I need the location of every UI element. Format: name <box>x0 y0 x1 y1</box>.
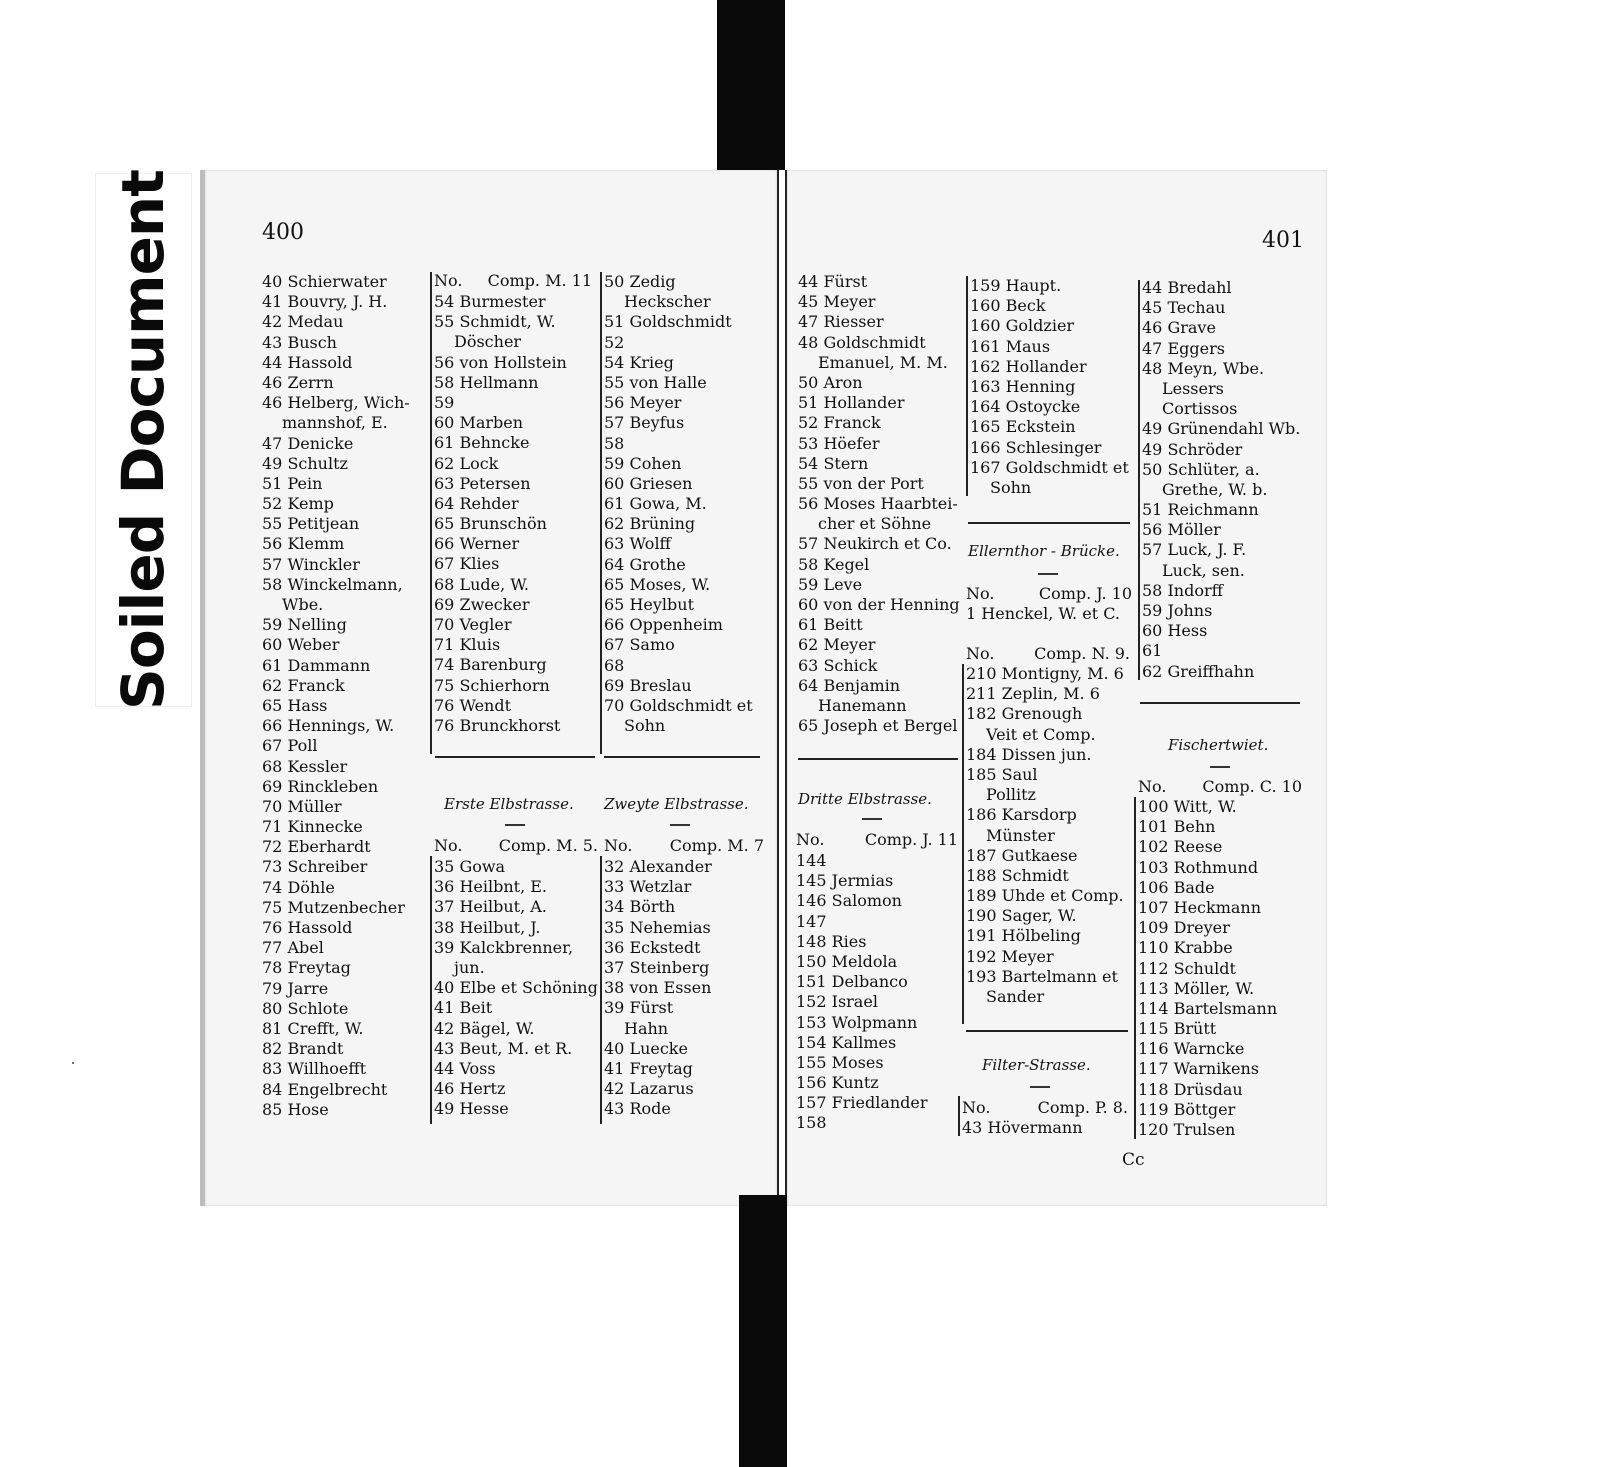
entry-line: Wbe. <box>282 595 324 614</box>
entry-line: 33 Wetzlar <box>604 877 692 897</box>
entry-line: 60 von der Henning <box>798 595 960 614</box>
entry-line: 51 Reichmann <box>1142 500 1259 520</box>
entry-line: 109 Dreyer <box>1138 918 1230 938</box>
entry-line: 66 Hennings, W. <box>262 716 395 736</box>
entry-line: 161 Maus <box>970 336 1051 356</box>
comp-label: Comp. M. 11 <box>487 271 592 290</box>
entry-line: 58 Hellmann <box>434 372 539 392</box>
entry-line: 43 Rode <box>604 1099 671 1119</box>
entry-line: 70 Vegler <box>434 615 512 634</box>
entry-line: 68 Lude, W. <box>434 574 529 594</box>
entry-line: 62 Brüning <box>604 514 696 534</box>
entry-line: 42 Bägel, W. <box>434 1018 535 1038</box>
entry-line: 65 Moses, W. <box>604 574 711 594</box>
entry-line: 66 Oppenheim <box>604 615 723 635</box>
entry-line: 49 Schröder <box>1142 439 1243 459</box>
entry-line: Heckscher <box>624 292 711 312</box>
entry-line: 57 Neukirch et Co. <box>798 534 952 554</box>
erste-header <box>434 836 598 855</box>
entry-line: 75 Mutzenbecher <box>262 897 405 917</box>
entry-line: 68 <box>604 655 625 675</box>
entry-line: mannshof, E. <box>282 413 388 433</box>
entry-line: 51 Hollander <box>798 393 905 413</box>
comp-label: Comp. M. 5. <box>498 836 598 855</box>
entry-line: 65 Heylbut <box>604 595 694 614</box>
entry-line: 117 Warnikens <box>1138 1059 1259 1079</box>
entry-line: Cortissos <box>1162 399 1238 419</box>
entry-line: 60 Griesen <box>604 473 693 493</box>
entry-line: 45 Meyer <box>798 292 876 312</box>
entry-line: 40 Luecke <box>604 1038 688 1058</box>
comp-label: Comp. N. 9. <box>1034 644 1130 663</box>
entry-line: 63 Petersen <box>434 473 531 493</box>
entry-line: 78 Freytag <box>262 958 351 978</box>
entry-line: 62 Greiffhahn <box>1142 661 1255 681</box>
column-rule <box>966 276 968 496</box>
entry-line: 64 Grothe <box>604 554 686 574</box>
erste-list <box>434 857 598 1119</box>
entry-line: 1 Henckel, W. et C. <box>966 604 1120 623</box>
entry-line: 103 Rothmund <box>1138 857 1259 877</box>
entry-line: 55 von der Port <box>798 473 924 493</box>
entry-line: 112 Schuldt <box>1138 958 1236 978</box>
comp-label: Comp. J. 10 <box>1038 584 1132 603</box>
entry-line: 60 Marben <box>434 413 524 433</box>
entry-line: 68 Kessler <box>262 756 348 776</box>
entry-line: 41 Freytag <box>604 1058 693 1078</box>
entry-line: 190 Sager, W. <box>966 906 1077 926</box>
entry-line: 63 Schick <box>798 655 878 675</box>
no-label: No. <box>434 271 463 290</box>
label-text: Soiled Document <box>109 170 177 710</box>
entry-line: 52 Franck <box>798 413 881 433</box>
left-col1-list <box>262 272 410 1120</box>
speck <box>72 1062 74 1064</box>
entry-line: Sohn <box>624 716 666 736</box>
no-label: No. <box>966 584 995 603</box>
entry-line: 38 Heilbut, J. <box>434 917 541 937</box>
entry-line: 76 Wendt <box>434 695 512 715</box>
fischertwiet-header <box>1138 777 1302 796</box>
section-rule <box>968 522 1130 524</box>
entry-line: 193 Bartelmann et <box>966 966 1118 986</box>
entry-line: 150 Meldola <box>796 951 898 971</box>
entry-line: 56 Meyer <box>604 393 682 413</box>
entry-line: 53 Höefer <box>798 433 880 453</box>
entry-line: 37 Steinberg <box>604 957 710 977</box>
entry-line: 36 Heilbnt, E. <box>434 877 548 897</box>
entry-line: 60 Hess <box>1142 621 1208 641</box>
ellernthor-list-2 <box>966 664 1124 1007</box>
entry-line: 65 Hass <box>262 695 328 715</box>
entry-line: Sander <box>986 987 1045 1006</box>
entry-line: 35 Nehemias <box>604 917 711 937</box>
entry-line: Veit et Comp. <box>986 724 1096 744</box>
entry-line: 56 Klemm <box>262 534 345 554</box>
entry-line: 189 Uhde et Comp. <box>966 886 1124 906</box>
filter-strasse-heading: Filter-Strasse. <box>982 1056 1091 1074</box>
entry-line: 118 Drüsdau <box>1138 1079 1243 1099</box>
entry-line: 146 Salomon <box>796 891 902 911</box>
entry-line: 44 Fürst <box>798 272 868 291</box>
entry-line: 36 Eckstedt <box>604 937 701 957</box>
entry-line: 152 Israel <box>796 992 878 1012</box>
section-rule <box>604 756 760 758</box>
entry-line: 72 Eberhardt <box>262 837 371 857</box>
right-col3-list <box>1142 278 1300 682</box>
entry-line: Pollitz <box>986 785 1036 805</box>
entry-line: 58 Kegel <box>798 554 870 574</box>
section-rule <box>966 1030 1128 1032</box>
entry-line: 61 Gowa, M. <box>604 494 707 514</box>
entry-line: 55 von Halle <box>604 372 707 392</box>
entry-line: 153 Wolpmann <box>796 1012 918 1032</box>
entry-line: 59 Leve <box>798 574 863 594</box>
entry-line: 49 Schultz <box>262 453 348 473</box>
entry-line: 49 Hesse <box>434 1099 509 1119</box>
binding-gutter-bottom <box>739 1195 787 1467</box>
entry-line: 64 Benjamin <box>798 675 901 695</box>
entry-line: 160 Beck <box>970 296 1046 316</box>
entry-line: 66 Werner <box>434 534 520 554</box>
left-col2-header <box>434 271 594 290</box>
entry-line: 44 Hassold <box>262 352 353 372</box>
entry-line: 39 Fürst <box>604 998 674 1018</box>
entry-line: 48 Meyn, Wbe. <box>1142 358 1265 378</box>
entry-line: 61 Behncke <box>434 433 530 453</box>
entry-line: 182 Grenough <box>966 704 1083 724</box>
entry-line: 77 Abel <box>262 938 324 958</box>
entry-line: 34 Börth <box>604 897 676 917</box>
zweyte-header <box>604 836 764 855</box>
entry-line: cher et Söhne <box>818 514 932 534</box>
entry-line: 107 Heckmann <box>1138 897 1262 917</box>
entry-line: 210 Montigny, M. 6 <box>966 664 1124 683</box>
column-rule <box>430 856 432 1124</box>
entry-line: 76 Hassold <box>262 918 353 937</box>
entry-line: 120 Trulsen <box>1138 1120 1236 1139</box>
entry-line: 56 Möller <box>1142 520 1221 540</box>
entry-line: 145 Jermias <box>796 871 894 891</box>
entry-line: 70 Müller <box>262 796 342 816</box>
dritte-elbstrasse-heading: Dritte Elbstrasse. <box>798 790 932 808</box>
no-label: No. <box>796 830 825 849</box>
no-label: No. <box>604 836 633 855</box>
entry-line: 192 Meyer <box>966 946 1054 966</box>
no-label: No. <box>434 836 463 855</box>
entry-line: 59 Nelling <box>262 615 347 635</box>
heading-dash <box>862 818 882 820</box>
entry-line: 63 Wolff <box>604 534 671 554</box>
right-col2-list <box>970 276 1129 498</box>
entry-line: 71 Kluis <box>434 635 501 655</box>
entry-line: 42 Medau <box>262 312 344 332</box>
no-label: No. <box>1138 777 1167 796</box>
column-rule <box>430 272 432 754</box>
entry-line: 58 Indorff <box>1142 580 1223 600</box>
entry-line: 187 Gutkaese <box>966 845 1078 865</box>
entry-line: 162 Hollander <box>970 356 1087 376</box>
filter-list <box>962 1118 1083 1138</box>
zweyte-list <box>604 857 712 1119</box>
column-rule <box>958 1096 960 1136</box>
entry-line: 40 Schierwater <box>262 272 387 291</box>
comp-label: Comp. P. 8. <box>1037 1098 1128 1117</box>
entry-line: 151 Delbanco <box>796 972 908 992</box>
entry-line: 61 Beitt <box>798 615 863 635</box>
entry-line: 46 Zerrn <box>262 372 334 392</box>
entry-line: 110 Krabbe <box>1138 938 1233 958</box>
entry-line: 43 Hövermann <box>962 1118 1083 1137</box>
entry-line: 211 Zeplin, M. 6 <box>966 684 1100 704</box>
erste-elbstrasse-heading: Erste Elbstrasse. <box>444 795 574 813</box>
zweyte-elbstrasse-heading: Zweyte Elbstrasse. <box>604 795 749 813</box>
entry-line: 44 Voss <box>434 1058 496 1078</box>
entry-line: 60 Weber <box>262 635 340 655</box>
entry-line: 154 Kallmes <box>796 1032 897 1052</box>
entry-line: 115 Brütt <box>1138 1019 1217 1039</box>
entry-line: 37 Heilbut, A. <box>434 897 547 917</box>
entry-line: 73 Schreiber <box>262 857 368 877</box>
no-label: No. <box>962 1098 991 1117</box>
page-number-left: 400 <box>262 220 304 245</box>
entry-line: 69 Breslau <box>604 675 692 695</box>
entry-line: 158 <box>796 1113 827 1133</box>
right-col1-list <box>798 272 960 736</box>
entry-line: 159 Haupt. <box>970 276 1062 295</box>
entry-line: 165 Eckstein <box>970 417 1076 437</box>
entry-line: 46 Hertz <box>434 1079 506 1099</box>
signature-mark: Cc <box>1122 1150 1145 1170</box>
entry-line: 56 Moses Haarbtei- <box>798 494 958 514</box>
entry-line: Hahn <box>624 1018 669 1038</box>
entry-line: 184 Dissen jun. <box>966 744 1092 764</box>
entry-line: 47 Riesser <box>798 312 884 332</box>
entry-line: 74 Döhle <box>262 877 335 897</box>
entry-line: 47 Eggers <box>1142 338 1225 358</box>
entry-line: 85 Hose <box>262 1099 329 1119</box>
entry-line: 186 Karsdorp <box>966 805 1077 825</box>
entry-line: 61 Dammann <box>262 655 371 675</box>
entry-line: 59 Johns <box>1142 601 1213 620</box>
entry-line: 52 Kemp <box>262 494 334 514</box>
entry-line: 46 Grave <box>1142 318 1216 338</box>
entry-line: 113 Möller, W. <box>1138 978 1255 998</box>
entry-line: 50 Schlüter, a. <box>1142 459 1260 479</box>
entry-line: 32 Alexander <box>604 857 712 876</box>
heading-dash <box>1210 766 1230 768</box>
entry-line: 38 von Essen <box>604 978 712 998</box>
entry-line: 76 Brunckhorst <box>434 715 561 735</box>
heading-dash <box>505 824 525 826</box>
dritte-list <box>796 851 928 1134</box>
entry-line: 61 <box>1142 641 1163 661</box>
entry-line: 39 Kalckbrenner, <box>434 937 574 957</box>
entry-line: 57 Winckler <box>262 554 360 574</box>
entry-line: 58 <box>604 433 625 453</box>
entry-line: 46 Helberg, Wich- <box>262 393 410 413</box>
column-rule <box>600 272 602 754</box>
heading-dash <box>670 824 690 826</box>
section-rule <box>435 756 595 758</box>
entry-line: 55 Petitjean <box>262 514 360 534</box>
ellernthor-header-1 <box>966 584 1132 603</box>
column-rule <box>962 664 964 1024</box>
entry-line: 57 Beyfus <box>604 413 685 433</box>
entry-line: 65 Joseph et Bergel <box>798 716 958 736</box>
entry-line: 43 Busch <box>262 332 337 352</box>
filter-header <box>962 1098 1128 1117</box>
ellernthor-list-1 <box>966 604 1120 624</box>
entry-line: 52 <box>604 332 625 352</box>
entry-line: 62 Meyer <box>798 635 876 655</box>
soiled-document-label <box>95 170 192 710</box>
entry-line: 82 Brandt <box>262 1039 344 1059</box>
entry-line: 119 Böttger <box>1138 1099 1236 1119</box>
left-col3-list <box>604 272 753 736</box>
entry-line: 35 Gowa <box>434 857 506 876</box>
entry-line: 56 von Hollstein <box>434 352 567 372</box>
entry-line: 71 Kinnecke <box>262 817 363 837</box>
entry-line: 59 <box>434 392 455 412</box>
entry-line: 59 Cohen <box>604 453 682 473</box>
entry-line: 157 Friedlander <box>796 1093 928 1113</box>
entry-line: 106 Bade <box>1138 877 1215 897</box>
dritte-header <box>796 830 958 849</box>
entry-line: 80 Schlote <box>262 998 349 1018</box>
entry-line: 101 Behn <box>1138 817 1216 837</box>
entry-line: 191 Hölbeling <box>966 926 1081 946</box>
column-rule <box>600 856 602 1124</box>
entry-line: jun. <box>454 957 485 977</box>
comp-label: Comp. J. 11 <box>864 830 958 849</box>
entry-line: Lessers <box>1162 378 1224 398</box>
ellernthor-header-2 <box>966 644 1130 663</box>
entry-line: 67 Klies <box>434 554 500 574</box>
entry-line: 188 Schmidt <box>966 865 1069 885</box>
entry-line: 147 <box>796 911 827 931</box>
entry-line: 102 Reese <box>1138 837 1223 857</box>
entry-line: 148 Ries <box>796 931 867 951</box>
entry-line: 50 Zedig <box>604 272 676 291</box>
entry-line: 144 <box>796 851 827 870</box>
entry-line: 54 Stern <box>798 453 869 473</box>
entry-line: 41 Bouvry, J. H. <box>262 292 388 312</box>
entry-line: 163 Henning <box>970 376 1076 396</box>
entry-line: 69 Zwecker <box>434 594 530 614</box>
entry-line: 54 Krieg <box>604 352 674 372</box>
entry-line: 166 Schlesinger <box>970 437 1102 457</box>
entry-line: 156 Kuntz <box>796 1073 879 1093</box>
entry-line: 50 Aron <box>798 372 863 392</box>
entry-line: 74 Barenburg <box>434 655 547 675</box>
fischertwiet-list <box>1138 797 1277 1140</box>
left-col2-list <box>434 292 567 736</box>
entry-line: 62 Lock <box>434 453 499 473</box>
entry-line: Sohn <box>990 477 1032 497</box>
entry-line: 57 Luck, J. F. <box>1142 540 1247 560</box>
no-label: No. <box>966 644 995 663</box>
fischertwiet-heading: Fischertwiet. <box>1168 736 1269 754</box>
entry-line: 62 Franck <box>262 675 345 695</box>
entry-line: 65 Brunschön <box>434 514 547 534</box>
entry-line: 83 Willhoefft <box>262 1059 367 1079</box>
heading-dash <box>1030 1086 1050 1088</box>
entry-line: 185 Saul <box>966 764 1038 784</box>
entry-line: 69 Rinckleben <box>262 776 379 796</box>
comp-label: Comp. M. 7 <box>669 836 764 855</box>
entry-line: 45 Techau <box>1142 298 1226 318</box>
entry-line: 81 Crefft, W. <box>262 1018 364 1038</box>
entry-line: 84 Engelbrecht <box>262 1079 388 1099</box>
entry-line: 58 Winckelmann, <box>262 574 403 594</box>
entry-line: 70 Goldschmidt et <box>604 695 753 715</box>
entry-line: 40 Elbe et Schöning <box>434 978 598 998</box>
entry-line: 75 Schierhorn <box>434 675 550 695</box>
section-rule <box>798 758 958 760</box>
entry-line: 155 Moses <box>796 1052 884 1072</box>
entry-line: 116 Warncke <box>1138 1039 1245 1059</box>
entry-line: 42 Lazarus <box>604 1079 694 1099</box>
entry-line: 167 Goldschmidt et <box>970 457 1129 477</box>
entry-line: Döscher <box>454 332 522 352</box>
entry-line: 64 Rehder <box>434 493 519 513</box>
ellernthor-bruecke-heading: Ellernthor - Brücke. <box>968 542 1120 560</box>
entry-line: 100 Witt, W. <box>1138 797 1237 816</box>
entry-line: 43 Beut, M. et R. <box>434 1038 573 1058</box>
entry-line: 47 Denicke <box>262 433 354 453</box>
entry-line: 41 Beit <box>434 998 493 1018</box>
entry-line: 51 Pein <box>262 473 323 493</box>
entry-line: 48 Goldschmidt <box>798 332 926 352</box>
comp-label: Comp. C. 10 <box>1202 777 1302 796</box>
column-rule <box>1134 797 1136 1139</box>
entry-line: 114 Bartelsmann <box>1138 998 1278 1018</box>
entry-line: 160 Goldzier <box>970 316 1075 336</box>
column-rule <box>1138 280 1140 680</box>
entry-line: 55 Schmidt, W. <box>434 312 556 332</box>
page-number-right: 401 <box>1262 228 1304 253</box>
entry-line: 164 Ostoycke <box>970 397 1081 417</box>
entry-line: Grethe, W. b. <box>1162 479 1268 499</box>
entry-line: 67 Poll <box>262 736 318 756</box>
entry-line: 67 Samo <box>604 635 675 655</box>
entry-line: 79 Jarre <box>262 978 329 998</box>
entry-line: 51 Goldschmidt <box>604 312 732 332</box>
section-rule <box>1140 702 1300 704</box>
entry-line: 49 Grünendahl Wb. <box>1142 419 1301 439</box>
entry-line: Emanuel, M. M. <box>818 352 948 372</box>
binding-gutter-top <box>717 0 785 170</box>
entry-line: 54 Burmester <box>434 292 546 311</box>
entry-line: 44 Bredahl <box>1142 278 1232 297</box>
heading-dash <box>1038 573 1058 575</box>
entry-line: Luck, sen. <box>1162 560 1245 580</box>
entry-line: Hanemann <box>818 695 907 715</box>
entry-line: Münster <box>986 825 1055 845</box>
